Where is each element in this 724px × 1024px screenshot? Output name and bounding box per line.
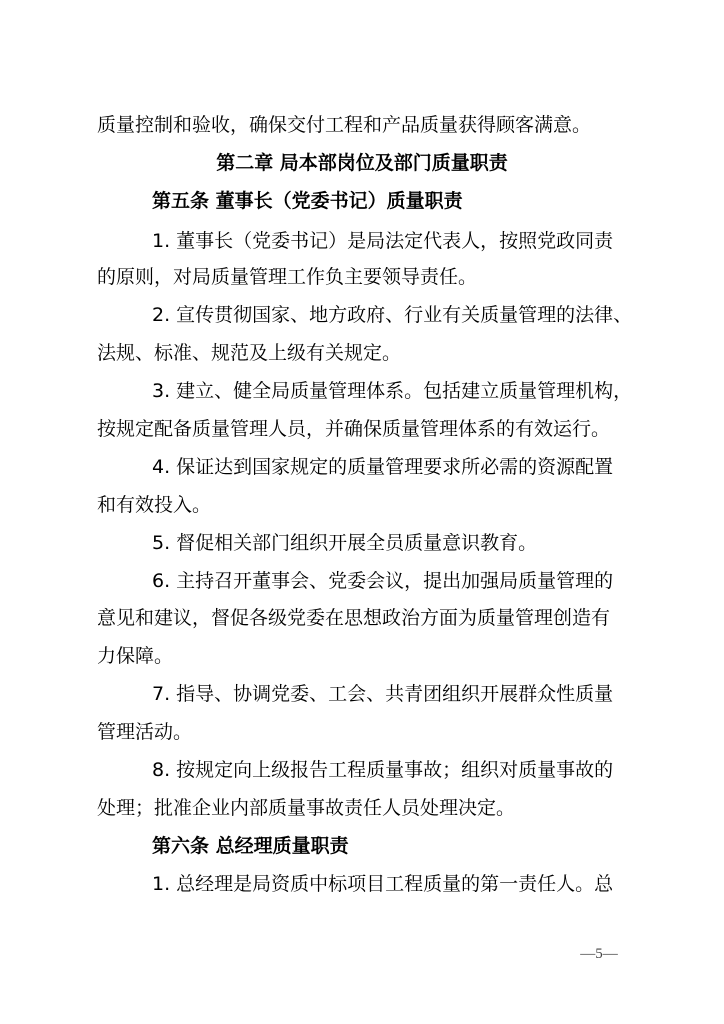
text-line: 的原则，对局质量管理工作负主要领导责任。 bbox=[97, 266, 478, 288]
text-line: 处理；批准企业内部质量事故责任人员处理决定。 bbox=[97, 797, 516, 819]
text-line: 2. 宣传贯彻国家、地方政府、行业有关质量管理的法律、 bbox=[152, 304, 633, 326]
page-number: —5— bbox=[580, 946, 618, 962]
text-line: 法规、标准、规范及上级有关规定。 bbox=[97, 342, 402, 364]
text-line: 8. 按规定向上级报告工程质量事故；组织对质量事故的 bbox=[152, 759, 614, 781]
text-line: 力保障。 bbox=[97, 645, 174, 667]
text-line: 7. 指导、协调党委、工会、共青团组织开展群众性质量 bbox=[152, 683, 614, 705]
text-line: 按规定配备质量管理人员，并确保质量管理体系的有效运行。 bbox=[97, 418, 611, 440]
text-line: 质量控制和验收，确保交付工程和产品质量获得顾客满意。 bbox=[97, 114, 592, 136]
text-line: 5. 督促相关部门组织开展全员质量意识教育。 bbox=[152, 532, 538, 554]
text-line: 管理活动。 bbox=[97, 721, 193, 743]
text-line: 1. 总经理是局资质中标项目工程质量的第一责任人。总 bbox=[152, 873, 614, 895]
article-heading: 第五条 董事长（党委书记）质量职责 bbox=[152, 190, 463, 212]
text-line: 4. 保证达到国家规定的质量管理要求所必需的资源配置 bbox=[152, 456, 614, 478]
article-heading: 第六条 总经理质量职责 bbox=[152, 835, 349, 857]
chapter-heading: 第二章 局本部岗位及部门质量职责 bbox=[216, 152, 508, 174]
text-line: 意见和建议，督促各级党委在思想政治方面为质量管理创造有 bbox=[97, 607, 611, 629]
text-line: 和有效投入。 bbox=[97, 494, 212, 516]
text-line: 6. 主持召开董事会、党委会议，提出加强局质量管理的 bbox=[152, 570, 614, 592]
text-line: 3. 建立、健全局质量管理体系。包括建立质量管理机构， bbox=[152, 380, 633, 402]
text-line: 1. 董事长（党委书记）是局法定代表人，按照党政同责 bbox=[152, 230, 614, 252]
